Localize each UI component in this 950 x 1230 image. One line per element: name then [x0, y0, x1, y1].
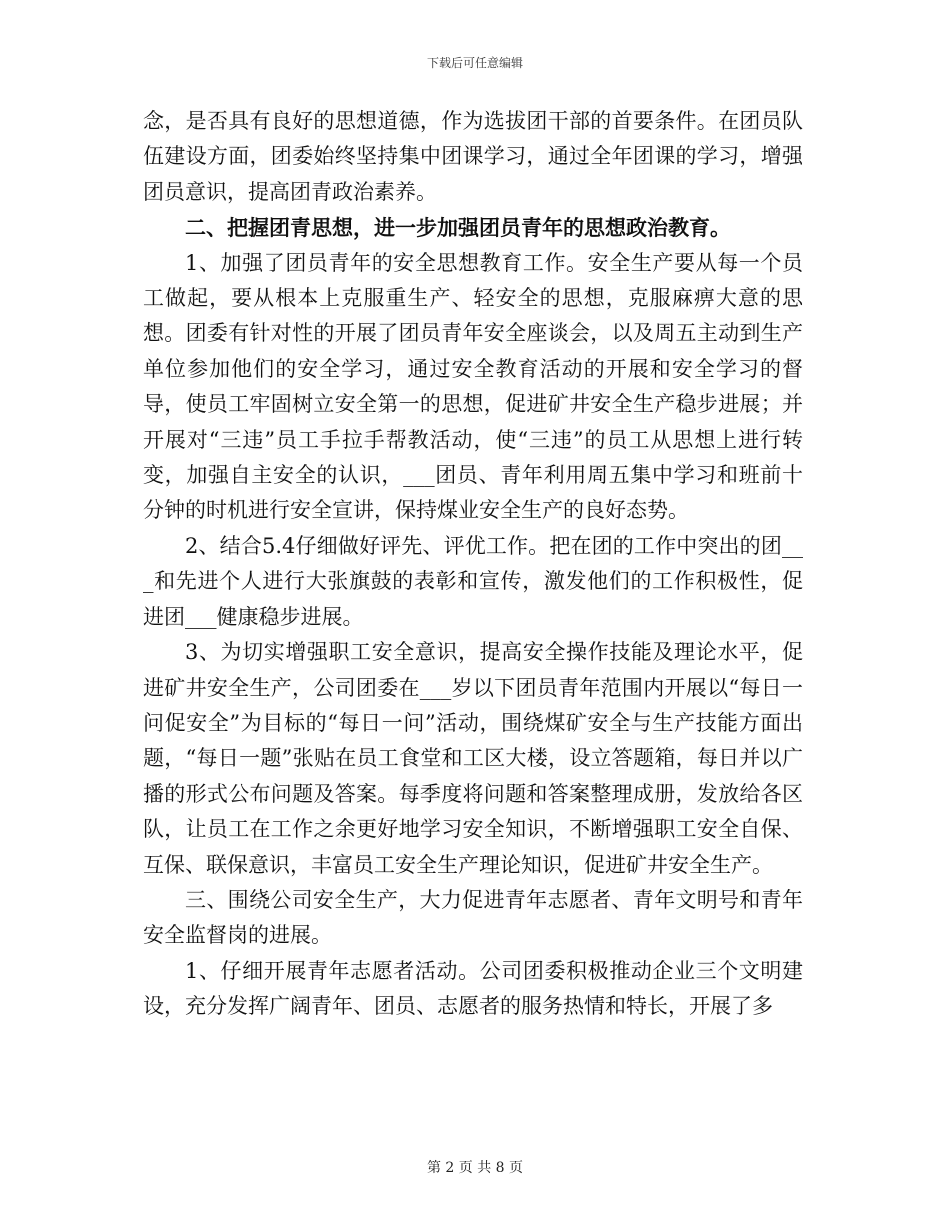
section-heading-2: 二、把握团青思想，进一步加强团员青年的思想政治教育。	[185, 215, 731, 241]
page-header: 下载后可任意编辑	[426, 56, 523, 70]
document-body	[143, 104, 803, 1025]
paragraph-item-1-volunteer: 1、仔细开展青年志愿者活动。公司团委积极推动企业三个文明建设，充分发挥广阔青年、团员、志愿者的服务热情和特长，开展了多	[143, 958, 803, 1019]
paragraph-item-2: 2、结合5.4仔细做好评先、评优工作。把在团的工作中突出的团___和先进个人进行大张旗鼓的表彰和宣传，激发他们的工作积极性，促进团___健康稳步进展。	[143, 533, 803, 629]
paragraph-continuation: 念，是否具有良好的思想道德，作为选拔团干部的首要条件。在团员队伍建设方面，团委始终坚持集中团课学习，通过全年团课的学习，增强团员意识，提高团青政治素养。	[143, 109, 803, 204]
paragraph-item-3: 3、为切实增强职工安全意识，提高安全操作技能及理论水平，促进矿井安全生产，公司团委在___岁以下团员青年范围内开展以“每日一问促安全”为目标的“每日一问”活动，围绕煤矿安全与生产技能方面出题，“每日一题”张贴在员工食堂和工区大楼，设立答题箱，每日并以广播的形式公布问题及答案。每季度将问题和答案整理成册，发放给各区队，让员工在工作之余更好地学习安全知识，不断增强职工安全自保、互保、联保意识，丰富员工安全生产理论知识，促进矿井安全生产。	[143, 640, 803, 877]
paragraph-item-1: 1、加强了团员青年的安全思想教育工作。安全生产要从每一个员工做起，要从根本上克服重生产、轻安全的思想，克服麻痹大意的思想。团委有针对性的开展了团员青年安全座谈会，以及周五主动到生产单位参加他们的安全学习，通过安全教育活动的开展和安全学习的督导，使员工牢固树立安全第一的思想，促进矿井安全生产稳步进展；并开展对“三违”员工手拉手帮教活动，使“三违”的员工从思想上进行转变，加强自主安全的认识，___团员、青年利用周五集中学习和班前十分钟的时机进行安全宣讲，保持煤业安全生产的良好态势。	[143, 250, 803, 523]
section-heading-3: 三、围绕公司安全生产，大力促进青年志愿者、青年文明号和青年安全监督岗的进展。	[143, 887, 803, 948]
page-number: 第 2 页 共 8 页	[426, 1160, 524, 1176]
